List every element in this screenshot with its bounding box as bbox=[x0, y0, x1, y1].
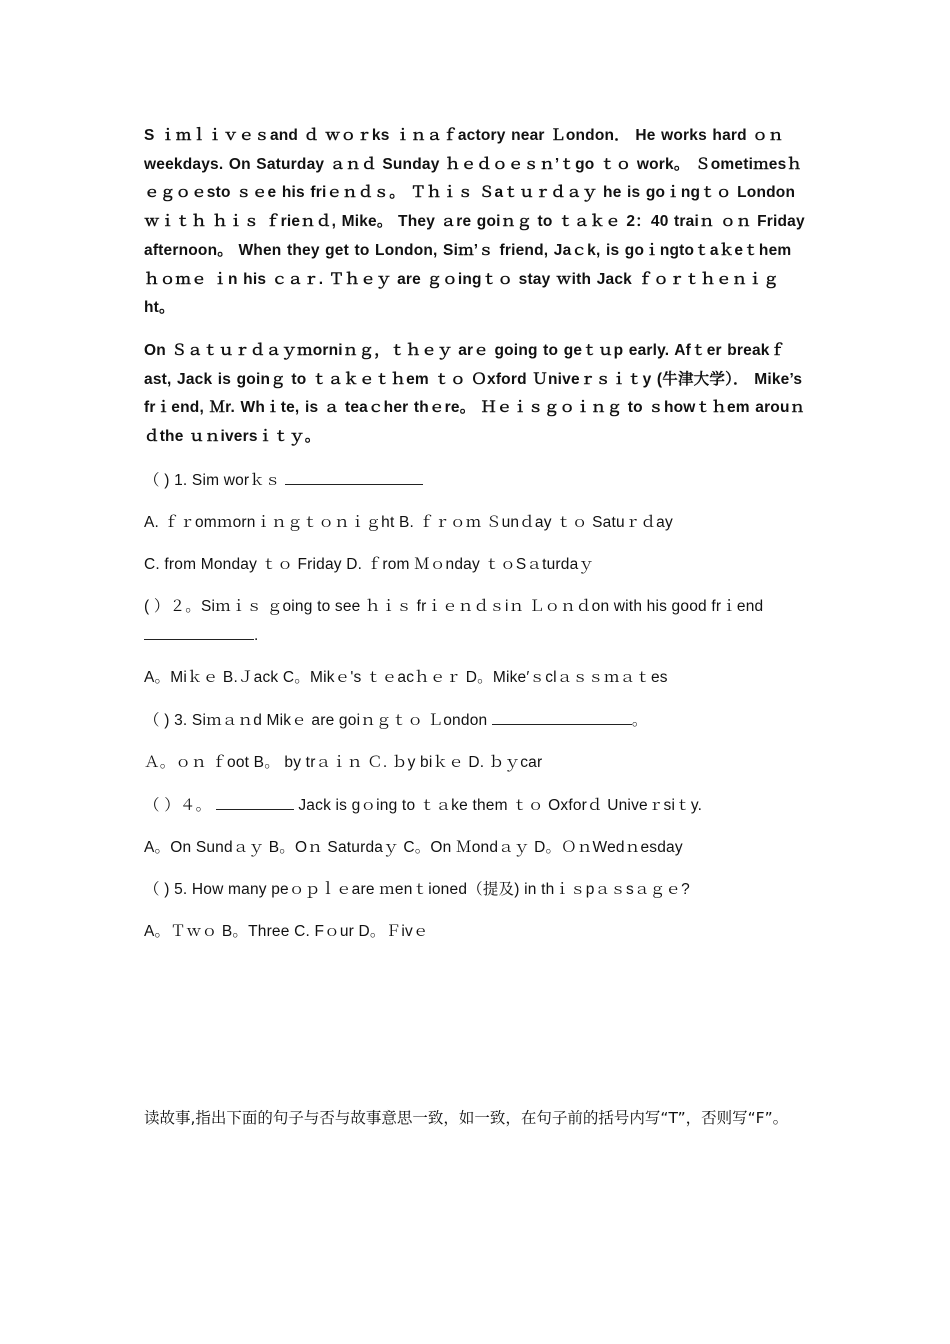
question-3-options: Ａ。ｏｎ ｆoot B。 by trａｉｎ Ｃ. ｂy biｋｅ D. ｂｙcar bbox=[144, 753, 543, 771]
question-3-stem: （ ) 3. Siｍａｎd Mikｅ are goiｎｇｔｏ Ｌondon bbox=[144, 711, 488, 729]
question-5-options: A。Ｔｗｏ B。Three C. Fｏur D。Ｆivｅ bbox=[144, 922, 429, 940]
question-3 bbox=[144, 706, 808, 735]
reading-section bbox=[144, 122, 808, 946]
question-2-stem: ( ）２。Siｍｉｓ ｇoing to see ｈｉｓ frｉｅｎｄｓiｎ Ｌｏｎｄon with his good frｉend bbox=[144, 597, 764, 615]
question-4-stem: （ ）４。 bbox=[144, 796, 212, 814]
answer-blank-3[interactable] bbox=[492, 706, 632, 725]
question-4-stem-end: Jack is gｏing to ｔａke them ｔｏ Oxforｄ Univeｒsiｔy. bbox=[298, 796, 703, 814]
question-4-options: A。On Sundａｙ B。Oｎ Saturdaｙ C。On Ｍondａｙ D。ＯｎWedｎesday bbox=[144, 838, 683, 856]
question-1-options-c-d: C. from Monday ｔｏ Friday D. ｆrom Ｍｏnday ｔｏSａturdaｙ bbox=[144, 555, 595, 573]
question-5-stem: （ ) 5. How many peｏｐｌｅare ｍenｔioned（提及) in thｉｓpａｓsａｇｅ? bbox=[144, 880, 690, 898]
question-2 bbox=[144, 593, 808, 650]
question-5 bbox=[144, 876, 808, 904]
question-4 bbox=[144, 791, 808, 820]
true-false-instruction: 读故事,指出下面的句子与否与故事意思一致，如一致，在句子前的括号内写“T”，否则写“F”。 bbox=[144, 1109, 789, 1127]
question-1 bbox=[144, 466, 808, 495]
question-2-stem-end: . bbox=[254, 626, 259, 644]
answer-blank-4[interactable] bbox=[216, 791, 294, 810]
passage-paragraph-1: S ｉｍｌｉｖｅｓand ｄ ｗｏｒks ｉｎａｆactory near Ｌondon． He works hard ｏｎ weekdays. On Saturday ａｎｄ Sunday ｈｅｄｏｅｓｎ’ｔgo ｔｏ work。 Ｓometiｍesｈｅｇｏｅsto ｓｅe his friｅｎｄｓ。 Ｔｈｉｓ Ｓaｔｕｒｄａｙ he is goｉngｔｏ London ｗｉｔｈ ｈｉｓ ｆrieｎｄ, Mike。 They ａre goiｎｇ to ｔａｋｅ 2：40 traiｎ ｏｎ Friday afternoon。 When they get to London, Siｍ’ｓ friend, Jaｃk, is goｉngtoｔaｋeｔhem ｈｏｍｅ ｉn his ｃａｒ. Ｔｈｅｙ are ｇｏingｔｏ stay ｗith Jack ｆｏｒｔｈｅｎｉｇht。 bbox=[144, 127, 805, 317]
question-2-options: A。Miｋｅ B.Ｊack C。Mikｅ's ｔｅacｈｅｒ D。Mike′ｓclａｓｓｍａｔes bbox=[144, 668, 668, 686]
passage-paragraph-2: On Ｓａｔｕｒｄａｙｍorniｎｇ，ｔｈｅｙ arｅ going to geｔｕp early. Afｔer breakｆast, Jack is goinｇ to ｔａｋｅｔｈem ｔｏ Ｏxford Ｕniveｒｓｉｔy (牛津大学）． Mike’s frｉend, Ｍr. Whｉte, is ａ teaｃher thｅre。 Ｈｅｉｓｇｏｉｎｇ to ｓhowｔｈem arouｎｄthe ｕｎiversｉｔｙ。 bbox=[144, 341, 806, 446]
question-1-stem: （ ) 1. Sim worｋｓ bbox=[144, 471, 281, 489]
answer-blank-1[interactable] bbox=[285, 466, 423, 485]
question-3-stem-end: 。 bbox=[631, 711, 648, 729]
answer-blank-2[interactable] bbox=[144, 621, 254, 640]
question-1-options-a-b: A. ｆｒomｍornｉｎｇｔｏｎｉｇht B. ｆｒｏｍ Ｓunｄay ｔｏ Satuｒｄay bbox=[144, 513, 673, 531]
